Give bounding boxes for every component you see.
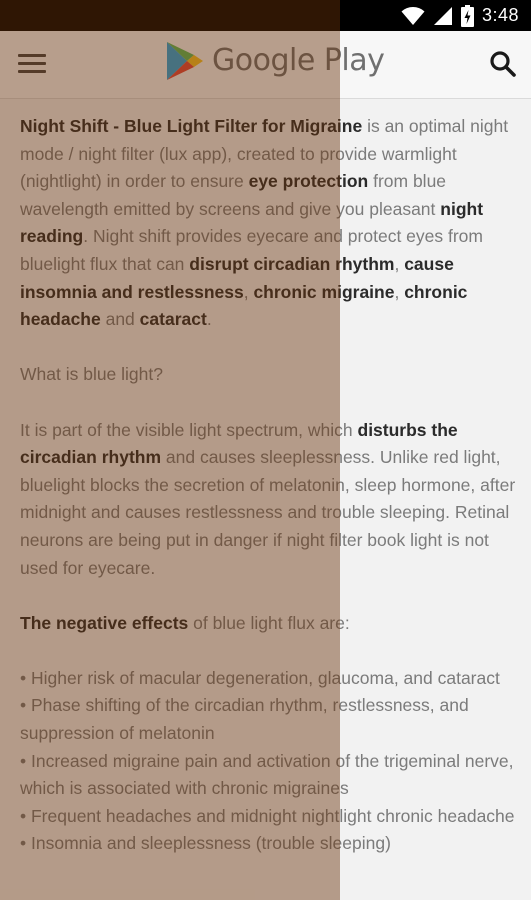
bold-span: chronic headache [20, 281, 468, 330]
bold-span: chronic migraine [253, 281, 395, 302]
list-item: • Higher risk of macular degeneration, glaucoma, and cataract [20, 667, 500, 688]
bold-span: The negative effects [20, 612, 189, 633]
status-icons [401, 3, 519, 28]
app-bar [0, 31, 531, 99]
text-span: . [206, 309, 212, 330]
description-paragraph-intro [20, 113, 518, 334]
text-span: from blue wavelength emitted by screens and give you pleasant [20, 171, 447, 219]
description-paragraph-blue-light [20, 417, 518, 583]
list-item: • Frequent headaches and midnight nightlight chronic headache [20, 805, 515, 826]
status-time: 3:48 [481, 5, 519, 25]
app-description-page [0, 99, 531, 900]
effects-list [20, 665, 518, 858]
bold-span: night reading [20, 198, 484, 247]
bold-span: eye protection [248, 171, 369, 192]
wifi-icon [401, 6, 425, 26]
text-span: is an optimal night mode / night filter (lux app), created to provide warmlight (nightlight) in order to ensure [20, 116, 509, 192]
description-paragraph-negative-effects [20, 610, 518, 638]
list-item: • Insomnia and sleeplessness (trouble sleeping) [20, 833, 391, 854]
description-heading-blue-light: What is blue light? [20, 364, 163, 385]
list-item: • Phase shifting of the circadian rhythm, restlessness, and suppression of melatonin [20, 695, 469, 744]
text-span: , [394, 253, 405, 274]
text-span: and causes sleeplessness. Unlike red light, bluelight blocks the secretion of melatonin, sleep hormone, after midnight and causes restlessness and trouble sleeping. Retinal neurons are being put in danger if night filter book light is not used for eyecare. [20, 447, 516, 578]
menu-icon[interactable] [18, 54, 46, 76]
status-bar [0, 0, 531, 31]
app-description [20, 113, 518, 858]
search-icon[interactable] [487, 48, 519, 80]
app-bar-title: Google Play [212, 43, 385, 78]
battery-icon [461, 5, 474, 27]
text-span: of blue light flux are: [188, 612, 350, 633]
text-span: , [394, 281, 405, 302]
text-span: and [100, 309, 140, 330]
bold-span: disrupt circadian rhythm [189, 253, 395, 274]
cell-signal-icon [433, 6, 453, 26]
app-name: Night Shift - Blue Light Filter for Migraine [20, 116, 363, 136]
list-item: • Increased migraine pain and activation of the trigeminal nerve, which is associated with chronic migraines [20, 750, 514, 799]
bold-span: disturbs the circadian rhythm [20, 419, 458, 468]
bold-span: cause insomnia and restlessness [20, 253, 454, 302]
text-span: , [243, 281, 254, 302]
google-play-logo [165, 40, 205, 82]
text-span: It is part of the visible light spectrum, which [20, 419, 358, 440]
bold-span: cataract [139, 309, 207, 330]
text-span: . Night shift provides eyecare and protect eyes from bluelight flux that can [20, 226, 483, 274]
